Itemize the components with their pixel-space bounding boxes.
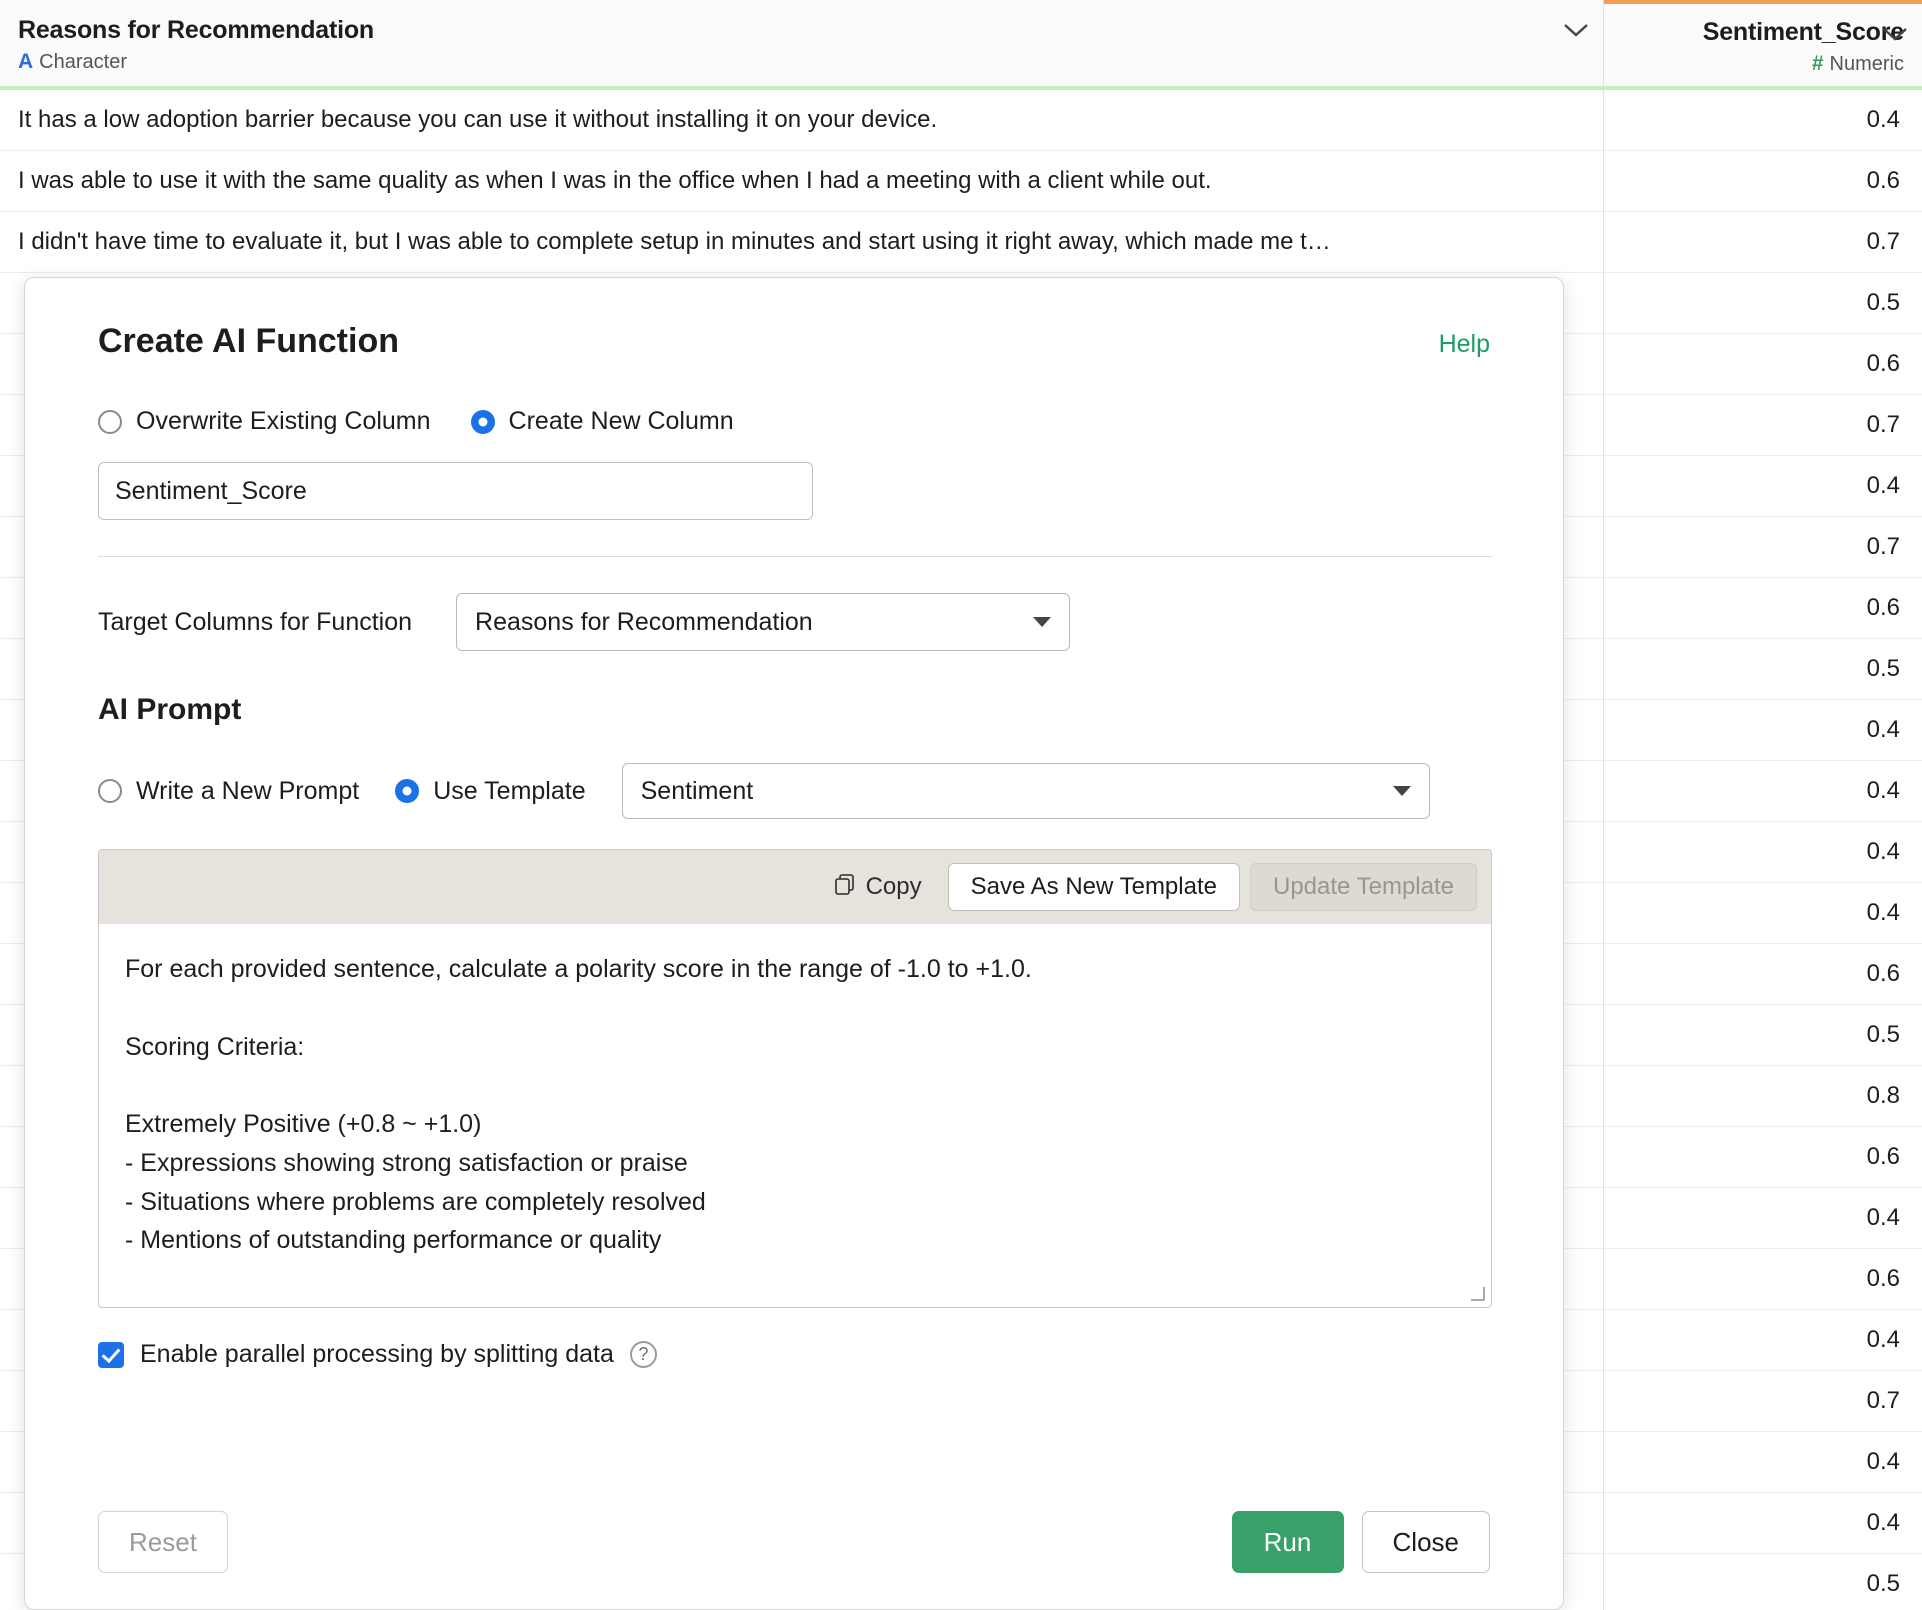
create-ai-function-dialog xyxy=(24,277,1564,1610)
target-columns-select[interactable] xyxy=(456,593,1070,651)
cell-sentiment-score: 0.4 xyxy=(1866,838,1900,865)
parallel-processing-checkbox[interactable] xyxy=(98,1342,124,1368)
column-title: Reasons for Recommendation xyxy=(18,15,374,44)
column-title: Sentiment_Score xyxy=(1702,17,1904,46)
cell-sentiment-score: 0.4 xyxy=(1866,1204,1900,1231)
prompt-textarea[interactable] xyxy=(99,924,1491,1302)
radio-label: Use Template xyxy=(433,776,586,805)
cell-sentiment-score: 0.7 xyxy=(1866,411,1900,438)
column-header-sentiment[interactable] xyxy=(1604,0,1922,86)
cell-sentiment-score: 0.4 xyxy=(1866,716,1900,743)
copy-button[interactable] xyxy=(834,873,922,902)
column-mode-radio-group xyxy=(98,407,1490,436)
prompt-editor xyxy=(98,849,1492,1308)
cell-sentiment-score: 0.6 xyxy=(1866,350,1900,377)
radio-create-new-column[interactable] xyxy=(471,407,734,436)
radio-indicator xyxy=(98,779,122,803)
chevron-down-icon xyxy=(1393,786,1411,796)
dialog-footer xyxy=(98,1511,1490,1573)
help-circle-icon[interactable]: ? xyxy=(630,1341,657,1368)
column-type xyxy=(18,50,127,74)
radio-indicator xyxy=(98,410,122,434)
target-columns-value: Reasons for Recommendation xyxy=(475,607,813,636)
column-type xyxy=(1812,52,1904,76)
target-columns-row xyxy=(98,593,1490,651)
cell-sentiment-score: 0.5 xyxy=(1866,1570,1900,1597)
radio-overwrite-existing-column[interactable] xyxy=(98,407,431,436)
update-template-button: Update Template xyxy=(1250,863,1477,911)
cell-sentiment-score: 0.8 xyxy=(1866,1082,1900,1109)
column-type-label: Numeric xyxy=(1829,52,1904,75)
chevron-down-icon[interactable] xyxy=(1882,26,1908,42)
cell-sentiment-score: 0.6 xyxy=(1866,1143,1900,1170)
radio-label: Write a New Prompt xyxy=(136,776,360,805)
radio-label: Overwrite Existing Column xyxy=(136,407,431,435)
chevron-down-icon[interactable] xyxy=(1563,22,1589,38)
parallel-processing-row xyxy=(98,1340,1490,1369)
cell-sentiment-score: 0.4 xyxy=(1866,899,1900,926)
save-as-new-template-button[interactable]: Save As New Template xyxy=(948,863,1240,911)
cell-sentiment-score: 0.5 xyxy=(1866,289,1900,316)
table-row[interactable] xyxy=(0,90,1922,151)
cell-sentiment-score: 0.6 xyxy=(1866,594,1900,621)
cell-sentiment-score: 0.4 xyxy=(1866,777,1900,804)
column-type-label: Character xyxy=(39,50,127,73)
cell-sentiment-score: 0.4 xyxy=(1866,1326,1900,1353)
new-column-name-input[interactable] xyxy=(98,462,813,520)
cell-sentiment-score: 0.6 xyxy=(1866,960,1900,987)
template-select[interactable] xyxy=(622,763,1430,819)
prompt-toolbar xyxy=(99,850,1491,924)
cell-sentiment-score: 0.4 xyxy=(1866,472,1900,499)
prompt-mode-radio-group xyxy=(98,763,1490,819)
dialog-title: Create AI Function xyxy=(98,322,399,360)
radio-write-new-prompt[interactable] xyxy=(98,777,359,806)
target-columns-label: Target Columns for Function xyxy=(98,607,413,636)
template-value: Sentiment xyxy=(640,776,754,805)
ai-prompt-section-title: AI Prompt xyxy=(98,693,242,726)
help-link[interactable]: Help xyxy=(1438,330,1490,358)
radio-label: Create New Column xyxy=(508,407,734,435)
cell-sentiment-score: 0.7 xyxy=(1866,533,1900,560)
cell-sentiment-score: 0.7 xyxy=(1866,1387,1900,1414)
cell-sentiment-score: 0.6 xyxy=(1866,1265,1900,1292)
table-row[interactable] xyxy=(0,212,1922,273)
cell-reasons: It has a low adoption barrier because you can use it without installing it on your device. xyxy=(0,90,1604,150)
cell-reasons: I didn't have time to evaluate it, but I was able to complete setup in minutes and start using it right away, which made me t… xyxy=(0,212,1604,272)
close-button[interactable]: Close xyxy=(1362,1511,1490,1573)
radio-use-template[interactable] xyxy=(395,777,585,806)
resize-handle[interactable] xyxy=(1471,1287,1485,1301)
dialog-header xyxy=(98,278,1490,361)
copy-icon xyxy=(834,873,856,902)
reset-button[interactable]: Reset xyxy=(98,1511,228,1573)
cell-sentiment-score: 0.4 xyxy=(1866,1509,1900,1536)
cell-sentiment-score: 0.7 xyxy=(1866,228,1900,255)
grid-header xyxy=(0,0,1922,90)
cell-sentiment-score: 0.5 xyxy=(1866,655,1900,682)
chevron-down-icon xyxy=(1033,617,1051,627)
divider xyxy=(98,556,1492,557)
cell-sentiment-score: 0.6 xyxy=(1866,167,1900,194)
table-row[interactable] xyxy=(0,151,1922,212)
cell-sentiment-score: 0.5 xyxy=(1866,1021,1900,1048)
numeric-type-icon: # xyxy=(1811,52,1824,76)
radio-indicator xyxy=(471,410,495,434)
radio-indicator xyxy=(395,779,419,803)
parallel-processing-label: Enable parallel processing by splitting data xyxy=(140,1340,614,1368)
footer-actions xyxy=(1232,1511,1490,1573)
cell-reasons: I was able to use it with the same quality as when I was in the office when I had a meeting with a client while out. xyxy=(0,151,1604,211)
cell-sentiment-score: 0.4 xyxy=(1866,106,1900,133)
run-button[interactable]: Run xyxy=(1232,1511,1344,1573)
copy-label: Copy xyxy=(865,873,922,900)
cell-sentiment-score: 0.4 xyxy=(1866,1448,1900,1475)
character-type-icon: A xyxy=(18,50,34,74)
column-header-reasons[interactable] xyxy=(0,0,1604,86)
